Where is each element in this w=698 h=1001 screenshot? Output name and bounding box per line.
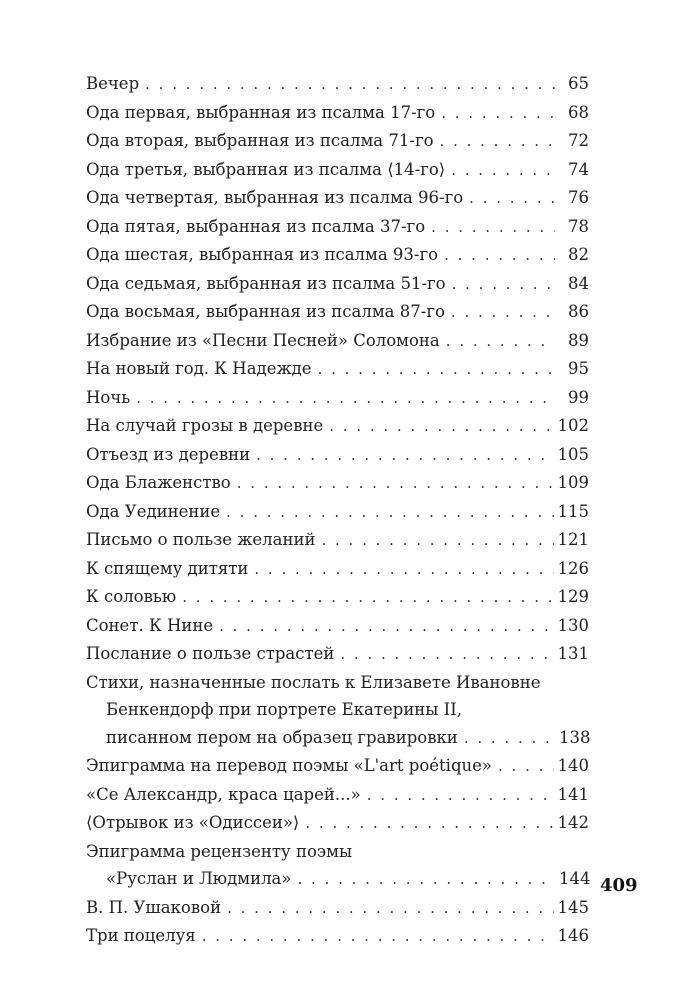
toc-entry [86, 612, 589, 641]
toc-entry [86, 270, 589, 299]
toc-entry-page: 129 [557, 587, 589, 606]
toc-entry-page: 121 [557, 530, 589, 549]
dot-leader [451, 157, 555, 185]
toc-entry [86, 583, 589, 612]
toc-entry [86, 469, 589, 498]
toc-entry [86, 384, 589, 413]
dot-leader [431, 214, 555, 242]
toc-entry [86, 752, 589, 781]
toc-entry-title: Письмо о пользе желаний [86, 530, 316, 549]
toc-entry-multiline [86, 669, 589, 753]
toc-entry-title: Три поцелуя [86, 926, 196, 945]
dot-leader [305, 810, 553, 838]
toc-entry-page: 68 [568, 102, 589, 122]
toc-group-2 [86, 752, 589, 838]
toc-entry [86, 327, 589, 356]
toc-entry-page: 115 [557, 501, 589, 521]
dot-leader [219, 613, 553, 641]
toc-group-3 [86, 894, 589, 951]
toc-entry-page: 105 [557, 444, 589, 464]
toc-entry-page: 109 [557, 473, 589, 492]
toc-entry-title: Ода вторая, выбранная из псалма 71-го [86, 131, 434, 150]
toc-entry-title: На новый год. К Надежде [86, 359, 312, 378]
toc-entry-page: 72 [568, 131, 589, 150]
toc-entry-title-line: Бенкендорф при портрете Екатерины II, [106, 700, 462, 719]
toc-entry-page: 95 [568, 359, 589, 378]
dot-leader [440, 128, 555, 156]
toc-entry-page: 130 [557, 615, 589, 635]
toc-entry-title: Ночь [86, 387, 131, 407]
dot-leader [367, 782, 554, 810]
toc-entry-title: «Се Александр, краса царей...» [86, 784, 361, 804]
table-of-contents [86, 70, 589, 951]
toc-entry-title: К спящему дитяти [86, 558, 249, 578]
toc-entry [86, 99, 589, 128]
toc-group-1 [86, 70, 589, 669]
page-number: 409 [600, 875, 638, 896]
toc-entry-title: Ода седьмая, выбранная из псалма 51-го [86, 273, 446, 293]
toc-entry-last-line [86, 865, 589, 894]
dot-leader [451, 299, 555, 327]
dot-leader [202, 923, 554, 951]
toc-entry-page: 99 [568, 387, 589, 407]
toc-entry-title: Ода первая, выбранная из псалма 17-го [86, 102, 436, 122]
toc-entry [86, 213, 589, 242]
toc-entry [86, 70, 589, 99]
toc-entry-page: 102 [557, 416, 589, 435]
dot-leader [237, 470, 554, 498]
toc-entry [86, 412, 589, 441]
dot-leader [256, 442, 553, 470]
toc-entry [86, 184, 589, 213]
toc-entry-page: 84 [568, 273, 589, 293]
dot-leader [469, 185, 555, 213]
toc-entry [86, 526, 589, 555]
toc-entry [86, 156, 589, 185]
toc-entry-title: Послание о пользе страстей [86, 644, 335, 663]
toc-entry-title: Ода Блаженство [86, 473, 231, 492]
dot-leader [318, 356, 555, 384]
toc-entry-page: 138 [559, 727, 591, 747]
toc-entry-title: В. П. Ушаковой [86, 897, 222, 917]
dot-leader [444, 242, 555, 270]
dot-leader [340, 641, 553, 669]
toc-entry-title: Ода восьмая, выбранная из псалма 87-го [86, 302, 445, 321]
toc-entry-title-line: «Руслан и Людмила» [106, 869, 292, 888]
dot-leader [226, 499, 553, 527]
toc-entry-title: Ода Уединение [86, 501, 221, 521]
dot-leader [136, 385, 555, 413]
toc-entry-page: 126 [557, 558, 589, 578]
toc-entry-page: 74 [568, 159, 589, 179]
toc-entry-title: Избрание из «Песни Песней» Соломона [86, 330, 440, 350]
toc-entry [86, 922, 589, 951]
toc-entry-title-line: Стихи, назначенные послать к Елизавете Ивановне [86, 672, 541, 692]
toc-entry-page: 141 [557, 784, 589, 804]
toc-entry-page: 78 [568, 216, 589, 236]
toc-entry [86, 781, 589, 810]
toc-entry-last-line [86, 724, 589, 753]
toc-entry-multiline [86, 838, 589, 894]
toc-entry-title-line: Эпиграмма рецензенту поэмы [86, 841, 353, 861]
toc-entry-title: Сонет. К Нине [86, 615, 214, 635]
toc-entry-page: 146 [557, 926, 589, 945]
toc-entry-page: 145 [557, 897, 589, 917]
dot-leader [145, 71, 555, 99]
dot-leader [227, 895, 553, 923]
toc-entry-page: 144 [559, 869, 591, 888]
dot-leader [321, 527, 553, 555]
toc-entry-page: 76 [568, 188, 589, 207]
toc-entry-title-line: писанном пером на образец гравировки [106, 727, 458, 747]
toc-entry [86, 809, 589, 838]
toc-entry-page: 65 [568, 74, 589, 93]
toc-entry-title: Ода четвертая, выбранная из псалма 96-го [86, 188, 464, 207]
toc-entry-title: Эпиграмма на перевод поэмы «L'art poétique» [86, 756, 492, 775]
toc-entry-page: 86 [568, 302, 589, 321]
toc-entry-title: ⟨Отрывок из «Одиссеи»⟩ [86, 813, 300, 832]
toc-entry [86, 355, 589, 384]
dot-leader [329, 413, 553, 441]
toc-entry [86, 241, 589, 270]
toc-entry [86, 894, 589, 923]
toc-entry-page: 89 [568, 330, 589, 350]
dot-leader [254, 556, 553, 584]
dot-leader [464, 725, 555, 753]
toc-entry [86, 498, 589, 527]
dot-leader [446, 328, 555, 356]
toc-entry-page: 82 [568, 245, 589, 264]
toc-entry-title: Ода третья, выбранная из псалма ⟨14-го⟩ [86, 159, 446, 179]
dot-leader [441, 100, 555, 128]
toc-entry-title: Ода шестая, выбранная из псалма 93-го [86, 245, 439, 264]
toc-entry [86, 555, 589, 584]
toc-entry [86, 441, 589, 470]
toc-entry-page: 131 [557, 644, 589, 663]
toc-entry-title: Вечер [86, 74, 140, 93]
toc-entry-title: Отъезд из деревни [86, 444, 251, 464]
dot-leader [298, 866, 556, 894]
toc-entry [86, 640, 589, 669]
dot-leader [498, 753, 554, 781]
toc-entry [86, 127, 589, 156]
toc-entry-title: На случай грозы в деревне [86, 416, 324, 435]
dot-leader [452, 271, 555, 299]
toc-entry-title: К соловью [86, 587, 177, 606]
dot-leader [182, 584, 553, 612]
toc-entry-page: 140 [557, 756, 589, 775]
toc-entry-title: Ода пятая, выбранная из псалма 37-го [86, 216, 426, 236]
toc-entry-page: 142 [557, 813, 589, 832]
toc-entry [86, 298, 589, 327]
